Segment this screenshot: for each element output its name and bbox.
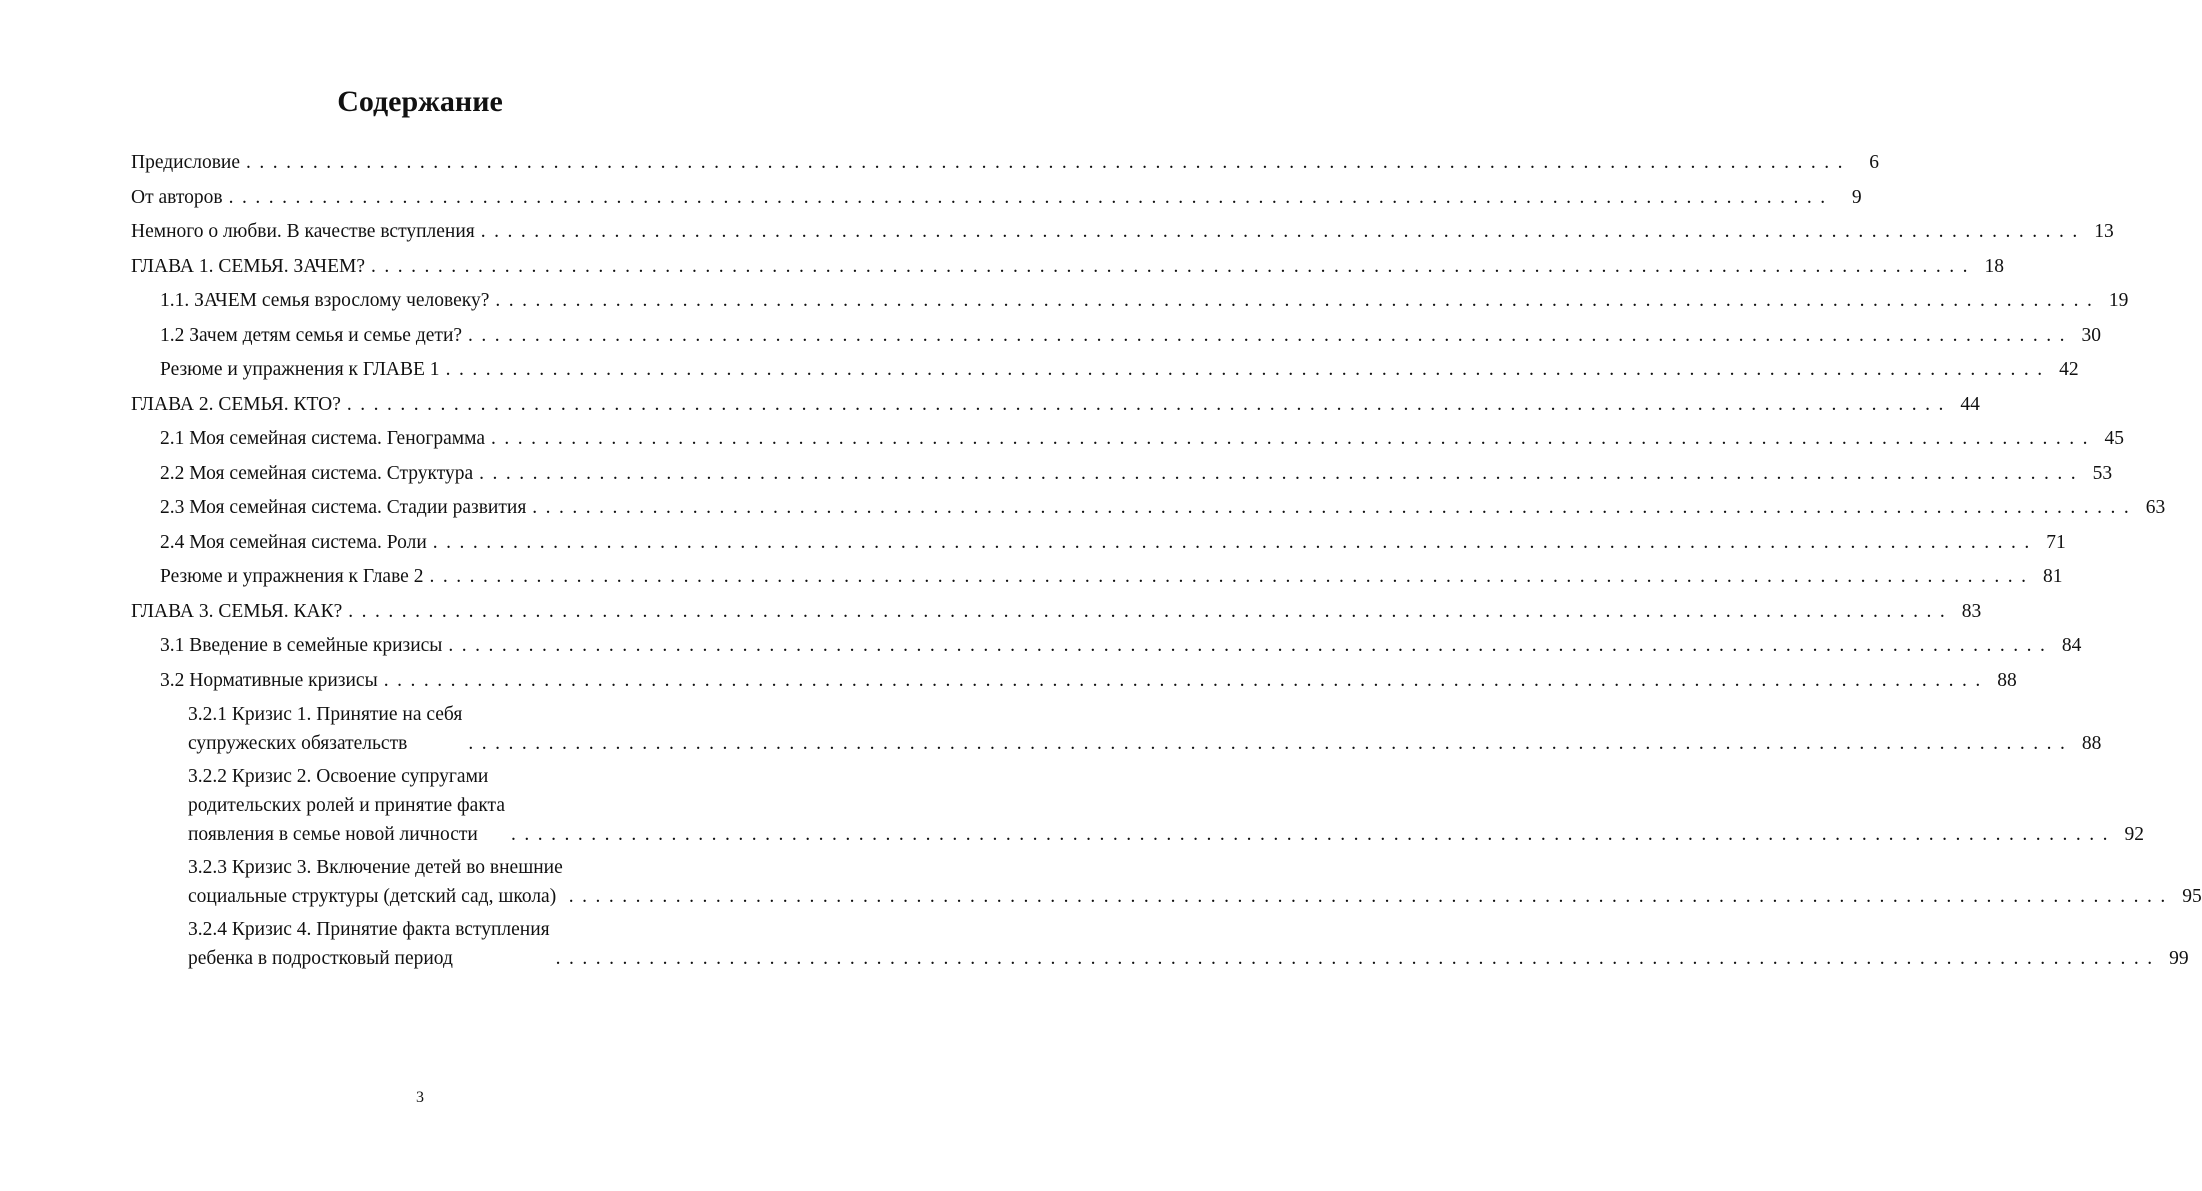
toc-entry[interactable] (131, 915, 2189, 973)
toc-entry-label: 3.2.3 Кризис 3. Включение детей во внешние социальные структуры (детский сад, школа) (188, 857, 563, 907)
dot-leader: ........................................................................................................................ (429, 566, 2035, 587)
dot-leader: ........................................................................................................................ (468, 324, 2074, 346)
toc-entry-page: 88 (1997, 669, 2017, 691)
dot-leader: ........................................................................................................................ (432, 531, 2038, 553)
dot-leader: ........................................................................................................................ (479, 462, 2085, 484)
toc-entry[interactable] (131, 148, 1880, 177)
toc-entry-label: ГЛАВА 3. СЕМЬЯ. КАК? (131, 600, 343, 622)
toc-entry-label: 3.2.4 Кризис 4. Принятие факта вступления ребенка в подростковый период (188, 919, 550, 969)
dot-leader: ........................................................................................................................ (480, 221, 2086, 242)
toc-entry[interactable] (131, 853, 2202, 911)
toc-entry-label: Предисловие (131, 152, 241, 173)
toc-entry-label: 3.2.1 Кризис 1. Принятие на себя супружеских обязательств (188, 704, 463, 754)
toc-entry[interactable] (131, 286, 2129, 315)
page-number: 3 (416, 1089, 424, 1106)
toc-entry-page: 6 (1869, 152, 1880, 173)
toc-entry-label: 2.3 Моя семейная система. Стадии развития (160, 497, 527, 518)
dot-leader: ........................................................................................................................ (383, 669, 1989, 691)
toc-entry-label: 1.1. ЗАЧЕМ семья взрослому человеку? (160, 290, 490, 311)
toc-entry-label: 3.1 Введение в семейные кризисы (160, 635, 443, 656)
toc-entry-page: 88 (2081, 733, 2102, 754)
toc-entry-page: 18 (1984, 255, 2004, 277)
toc-entry-page: 13 (2094, 221, 2114, 242)
toc-entry[interactable] (131, 252, 2004, 281)
toc-entry-page: 53 (2092, 462, 2113, 484)
toc-entry-label: ГЛАВА 1. СЕМЬЯ. ЗАЧЕМ? (131, 255, 365, 277)
dot-leader: ........................................................................................................................ (228, 186, 1834, 208)
toc-entry-page: 63 (2145, 497, 2166, 518)
dot-leader: ........................................................................................................................ (532, 497, 2138, 518)
toc-entry[interactable] (131, 355, 2079, 384)
toc-entry[interactable] (131, 493, 2166, 522)
dot-leader: ........................................................................................................................ (246, 152, 1852, 173)
toc-entry-page: 83 (1961, 600, 1982, 622)
toc-entry[interactable] (131, 666, 2017, 695)
toc-entry-page: 9 (1851, 186, 1862, 208)
dot-leader: ........................................................................................................................ (555, 948, 2161, 969)
toc-entry-label: 2.1 Моя семейная система. Генограмма (160, 428, 486, 449)
dot-leader: ........................................................................................................................ (348, 600, 1954, 622)
toc-entry-page: 92 (2124, 824, 2144, 845)
toc-entry[interactable] (131, 631, 2082, 660)
toc-entry-page: 84 (2061, 635, 2082, 656)
toc-entry-page: 19 (2108, 290, 2129, 311)
toc-entry[interactable] (131, 217, 2114, 246)
dot-leader: ........................................................................................................................ (371, 255, 1976, 277)
dot-leader: ........................................................................................................................ (510, 824, 2116, 845)
toc-entry[interactable] (131, 390, 1980, 419)
dot-leader: ........................................................................................................................ (491, 428, 2097, 449)
toc-entry-label: Немного о любви. В качестве вступления (131, 221, 475, 242)
toc-entry[interactable] (131, 700, 2102, 758)
toc-entry-page: 44 (1960, 393, 1980, 415)
toc-entry-page: 95 (2182, 886, 2202, 907)
toc-entry-page: 30 (2081, 324, 2102, 346)
toc-entry[interactable] (131, 562, 2063, 591)
toc-entry-page: 42 (2059, 359, 2079, 380)
toc-entry-page: 45 (2104, 428, 2125, 449)
toc-entry[interactable] (131, 528, 2066, 557)
dot-leader: ........................................................................................................................ (468, 733, 2074, 754)
toc-entry-label: 1.2 Зачем детям семья и семье дети? (160, 324, 463, 346)
toc-entry[interactable] (131, 597, 1982, 626)
toc-entry[interactable] (131, 183, 1862, 212)
toc-entry-page: 81 (2042, 566, 2063, 587)
toc-entry-label: Резюме и упражнения к Главе 2 (160, 566, 424, 587)
dot-leader: ........................................................................................................................ (346, 393, 1952, 415)
toc-entry-label: 2.4 Моя семейная система. Роли (160, 531, 427, 553)
toc-entry[interactable] (131, 762, 2144, 849)
dot-leader: ........................................................................................................................ (448, 635, 2054, 656)
toc-entry-label: ГЛАВА 2. СЕМЬЯ. КТО? (131, 393, 341, 415)
toc-entry-label: От авторов (131, 186, 223, 208)
toc-entry[interactable] (131, 321, 2102, 350)
toc-entry-label: Резюме и упражнения к ГЛАВЕ 1 (160, 359, 440, 380)
toc-entry[interactable] (131, 424, 2125, 453)
page-title: Содержание (337, 85, 503, 118)
toc-entry-label: 3.2.2 Кризис 2. Освоение супругами родительских ролей и принятие факта появления в семье новой личности (188, 766, 505, 845)
toc-entry-page: 99 (2169, 948, 2189, 969)
toc-entry-label: 2.2 Моя семейная система. Структура (160, 462, 474, 484)
toc-entry-label: 3.2 Нормативные кризисы (160, 669, 378, 691)
dot-leader: ........................................................................................................................ (495, 290, 2101, 311)
toc-entry[interactable] (131, 459, 2113, 488)
dot-leader: ........................................................................................................................ (568, 886, 2174, 907)
table-of-contents (131, 148, 2202, 977)
dot-leader: ........................................................................................................................ (445, 359, 2051, 380)
toc-entry-page: 71 (2046, 531, 2066, 553)
